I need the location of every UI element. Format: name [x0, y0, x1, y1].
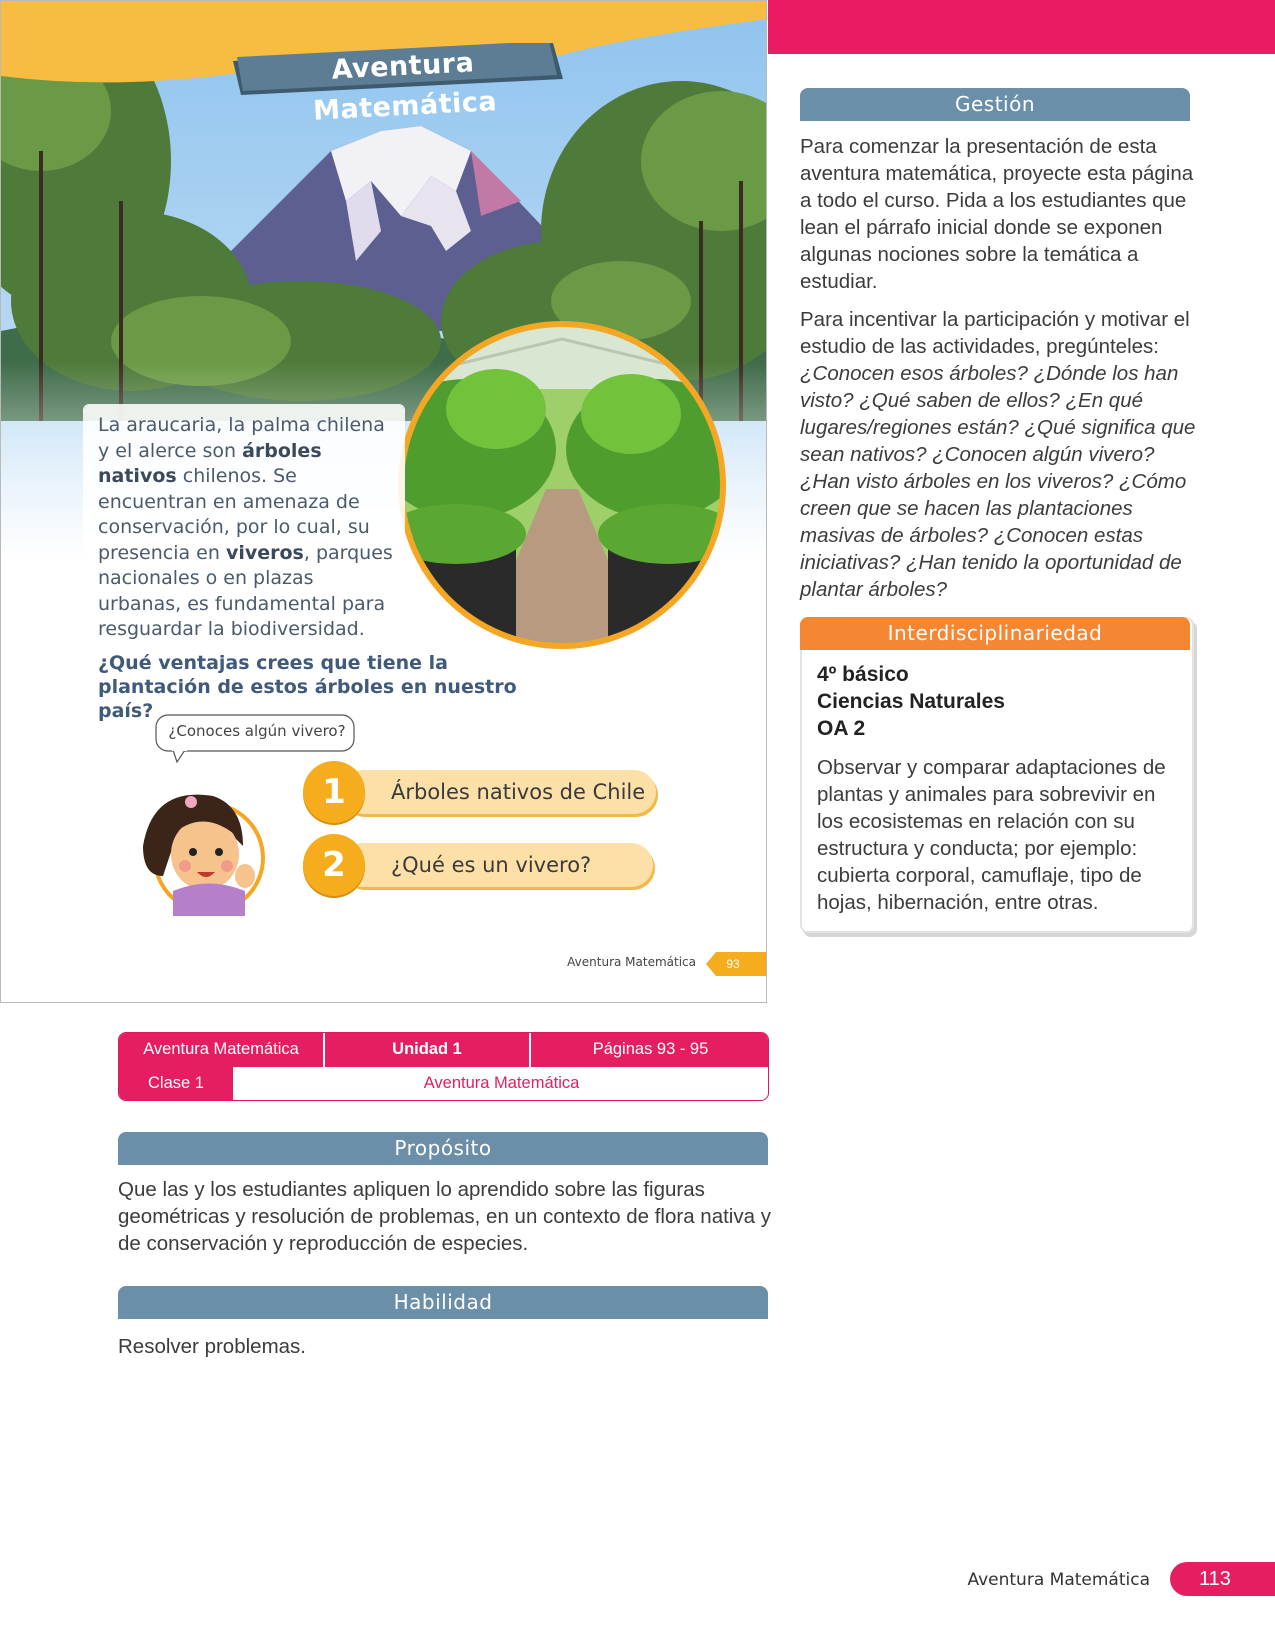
info-cell-title: Aventura Matemática: [143, 1040, 299, 1058]
lesson-info-table: [118, 1032, 769, 1101]
grade: 4º básico: [817, 663, 909, 686]
gestion-paragraph-1: Para comenzar la presentación de esta aventura matemática, proyecte esta página a todo el curso. Pida a los estudiantes que lean el párrafo inicial donde se exponen algunas nociones sobre la temática a estudiar.: [800, 135, 1194, 293]
footer-page-number: 113: [1199, 1568, 1231, 1590]
main-question: ¿Qué ventajas crees que tiene la plantación de estos árboles en nuestro país?: [98, 652, 517, 722]
proposito-text: Que las y los estudiantes apliquen lo aprendido sobre las figuras geométricas y resolución de problemas, en un contexto de flora nativa y de conservación y reproducción de especies.: [118, 1178, 771, 1255]
item-1-number: 1: [303, 761, 365, 823]
top-color-band: [768, 0, 1275, 54]
habilidad-header: Habilidad: [118, 1286, 768, 1319]
intro-paragraph: La araucaria, la palma chilena y el alerce son árboles nativos chilenos. Se encuentran en amenaza de conservación, por lo cual, su presencia en viveros, parques nacionales o en plazas urbanas, es fundamental para resguardar la biodiversidad.: [98, 414, 393, 640]
info-cell-pages: Páginas 93 - 95: [592, 1040, 709, 1058]
subject: Ciencias Naturales: [817, 690, 1005, 713]
interdisciplinariedad-body: Observar y comparar adaptaciones de plantas y animales para sobrevivir en los ecosistemas en relación con su estructura y conducta; por ejemplo: cubierta corporal, camuflaje, tipo de hojas, hibernación, entre otras.: [817, 756, 1166, 914]
nursery-photo-illustration: [396, 319, 728, 651]
oa: OA 2: [817, 717, 866, 740]
item-2-label: ¿Qué es un vivero?: [391, 853, 592, 877]
gestion-paragraph-2: Para incentivar la participación y motivar el estudio de las actividades, pregúnteles: ¿Conocen esos árboles? ¿Dónde los han visto? ¿Qué saben de ellos? ¿En qué lugares/regiones están? ¿Qué significa que sean nativos? ¿Conocen algún vivero? ¿Han visto árboles en los viveros? ¿Cómo creen que se hacen las plantaciones masivas de árboles? ¿Conocen estas iniciativas? ¿Han tenido la oportunidad de plantar árboles?: [800, 308, 1196, 601]
speech-bubble-text: ¿Conoces algún vivero?: [168, 722, 346, 740]
student-page-number: 93: [726, 957, 740, 971]
info-cell-unit: Unidad 1: [392, 1040, 462, 1058]
info-cell-class: Clase 1: [148, 1074, 204, 1092]
item-1-label: Árboles nativos de Chile: [391, 780, 646, 804]
interdisciplinariedad-subject: [817, 661, 1177, 742]
info-cell-class-title: Aventura Matemática: [423, 1074, 580, 1092]
student-page-footer-label: Aventura Matemática: [567, 955, 696, 969]
interdisciplinariedad-header: Interdisciplinariedad: [800, 617, 1190, 650]
girl-character-illustration: [133, 776, 265, 916]
item-2-number: 2: [303, 834, 365, 896]
proposito-header: Propósito: [118, 1132, 768, 1165]
student-page-title: Aventura Matemática: [312, 47, 498, 127]
gestion-header: Gestión: [800, 88, 1190, 121]
footer-label: Aventura Matemática: [967, 1570, 1150, 1590]
student-page-preview: [0, 0, 767, 1003]
habilidad-text: Resolver problemas.: [118, 1335, 306, 1358]
